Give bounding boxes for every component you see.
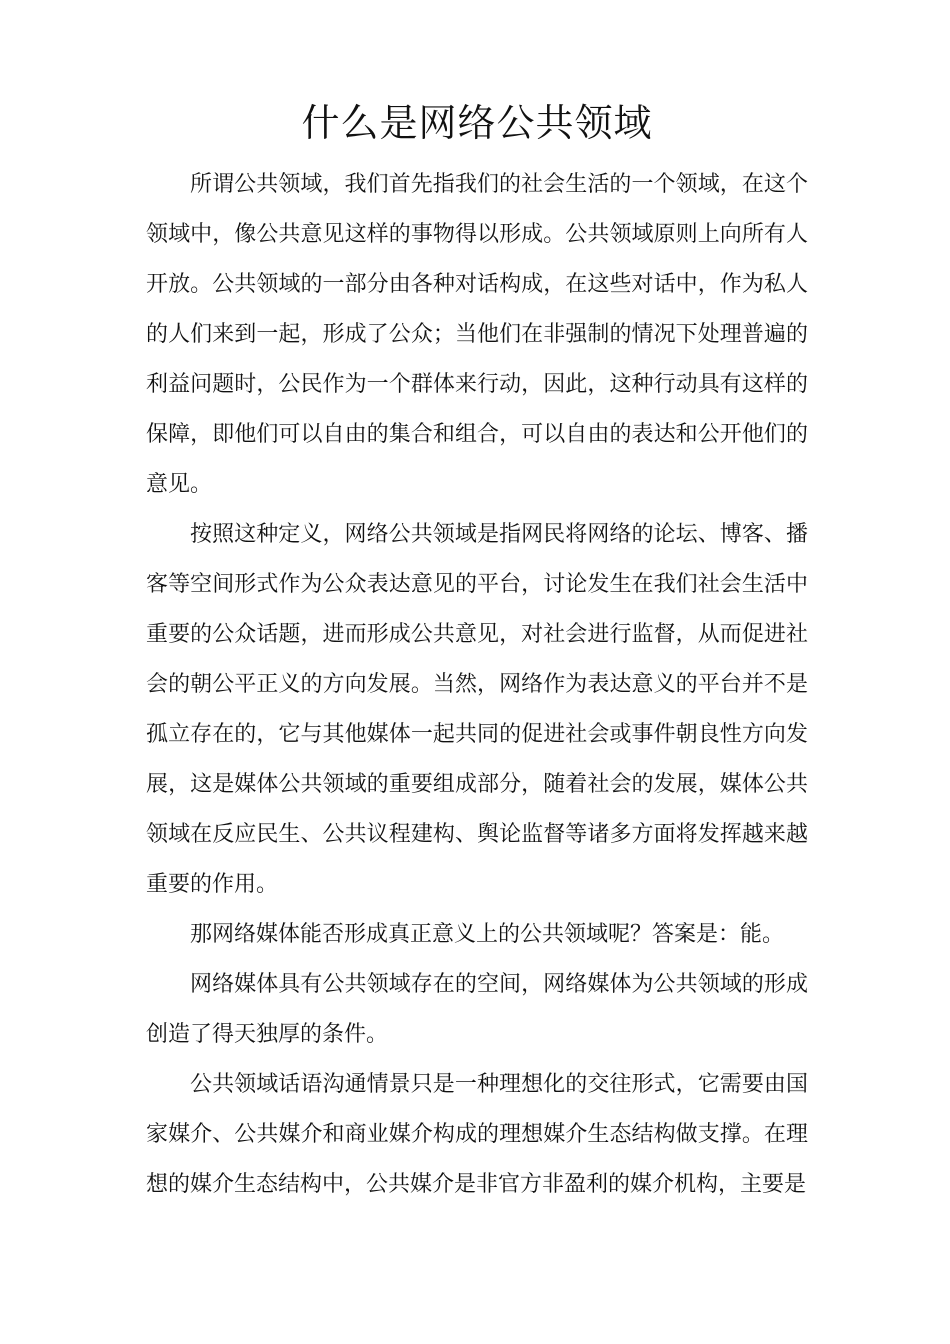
paragraph-space: 网络媒体具有公共领域存在的空间，网络媒体为公共领域的形成创造了得天独厚的条件。 (146, 972, 808, 1047)
paragraph-media-ecology: 公共领域话语沟通情景只是一种理想化的交往形式，它需要由国家媒介、公共媒介和商业媒介构成的理想媒介生态结构做支撑。在理想的媒介生态结构中，公共媒介是非官方非盈利的媒介机构，主要是 (146, 1072, 808, 1197)
page-title: 什么是网络公共领域 (301, 101, 653, 145)
document-page (146, 96, 808, 1210)
paragraph-network-public-sphere: 按照这种定义，网络公共领域是指网民将网络的论坛、博客、播客等空间形式作为公众表达意见的平台，讨论发生在我们社会生活中重要的公众话题，进而形成公共意见，对社会进行监督，从而促进社会的朝公平正义的方向发展。当然，网络作为表达意义的平台并不是孤立存在的，它与其他媒体一起共同的促进社会或事件朝良性方向发展，这是媒体公共领域的重要组成部分，随着社会的发展，媒体公共领域在反应民生、公共议程建构、舆论监督等诸多方面将发挥越来越重要的作用。 (146, 522, 808, 897)
paragraph-question: 那网络媒体能否形成真正意义上的公共领域呢？答案是：能。 (190, 922, 785, 947)
paragraph-definition: 所谓公共领域，我们首先指我们的社会生活的一个领域，在这个领域中，像公共意见这样的事物得以形成。公共领域原则上向所有人开放。公共领域的一部分由各种对话构成，在这些对话中，作为私人的人们来到一起，形成了公众；当他们在非强制的情况下处理普遍的利益问题时，公民作为一个群体来行动，因此，这种行动具有这样的保障，即他们可以自由的集合和组合，可以自由的表达和公开他们的意见。 (146, 172, 808, 497)
